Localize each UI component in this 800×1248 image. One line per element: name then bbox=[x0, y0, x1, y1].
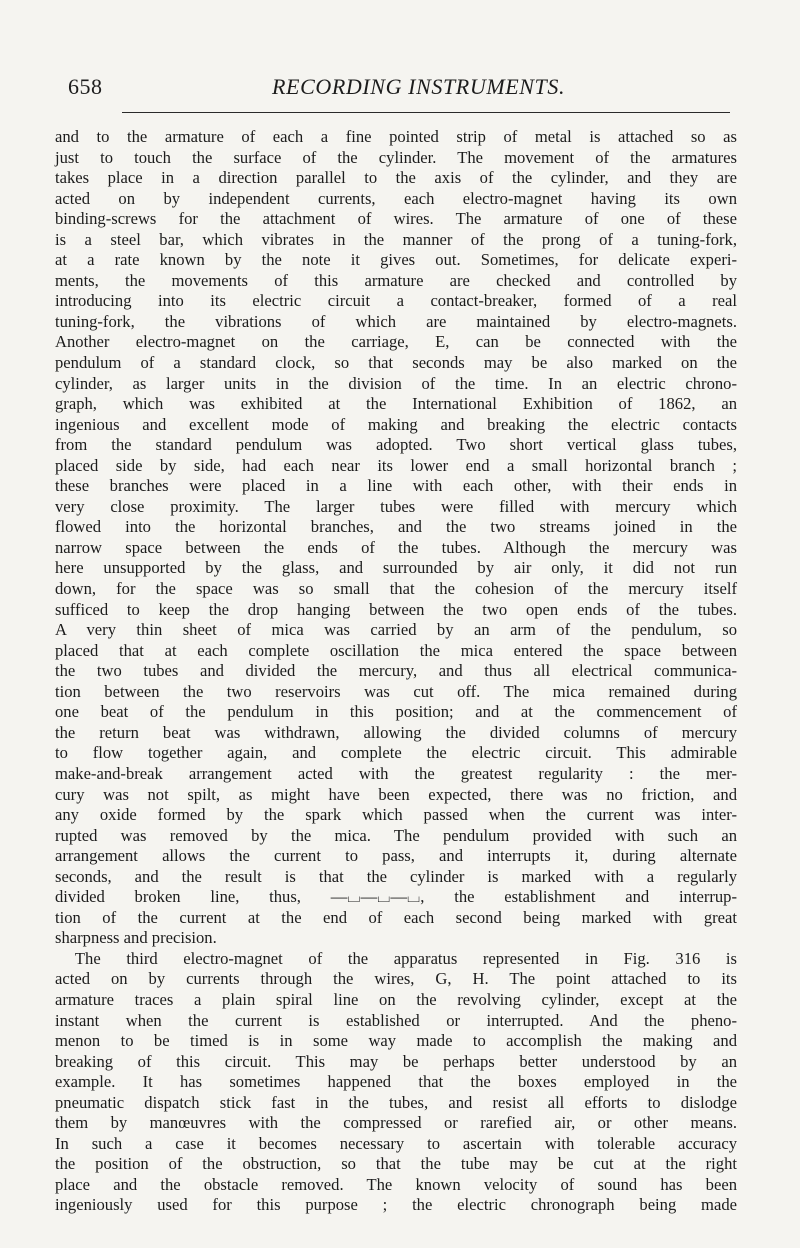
text-line: divided broken line, thus, —⌴—⌴—⌴, the establishment and interrup- bbox=[55, 887, 737, 907]
text-line: these branches were placed in a line with each other, with their ends in bbox=[55, 476, 737, 496]
text-line: just to touch the surface of the cylinder. The movement of the armatures bbox=[55, 147, 737, 167]
text-line: acted on by currents through the wires, G, H. The point attached to its bbox=[55, 969, 737, 989]
text-line: sufficed to keep the drop hanging between the two open ends of the tubes. bbox=[55, 599, 737, 619]
text-line: make-and-break arrangement acted with the greatest regularity : the mer- bbox=[55, 763, 737, 783]
text-line: any oxide formed by the spark which passed when the current was inter- bbox=[55, 805, 737, 825]
text-line: binding-screws for the attachment of wires. The armature of one of these bbox=[55, 209, 737, 229]
text-line: ingeniously used for this purpose ; the electric chronograph being made bbox=[55, 1195, 737, 1215]
text-line: from the standard pendulum was adopted. Two short vertical glass tubes, bbox=[55, 435, 737, 455]
text-line: takes place in a direction parallel to the axis of the cylinder, and they are bbox=[55, 168, 737, 188]
text-line: instant when the current is established or interrupted. And the pheno- bbox=[55, 1010, 737, 1030]
text-line: and to the armature of each a fine pointed strip of metal is attached so as bbox=[55, 127, 737, 146]
text-line: narrow space between the ends of the tubes. Although the mercury was bbox=[55, 537, 737, 557]
text-line: breaking of this circuit. This may be perhaps better understood by an bbox=[55, 1051, 737, 1071]
text-line: sharpness and precision. bbox=[55, 928, 217, 948]
text-line: pendulum of a standard clock, so that seconds may be also marked on the bbox=[55, 353, 737, 373]
text-line: at a rate known by the note it gives out. Sometimes, for delicate experi- bbox=[55, 250, 737, 270]
text-line: ments, the movements of this armature are checked and controlled by bbox=[55, 270, 737, 290]
text-line: the position of the obstruction, so that the tube may be cut at the right bbox=[55, 1154, 737, 1174]
text-line: tuning-fork, the vibrations of which are maintained by electro-magnets. bbox=[55, 311, 737, 331]
text-line: In such a case it becomes necessary to ascertain with tolerable accuracy bbox=[55, 1133, 737, 1153]
text-line: placed side by side, had each near its lower end a small horizontal branch ; bbox=[55, 455, 737, 475]
text-line: cylinder, as larger units in the division of the time. In an electric chrono- bbox=[55, 373, 737, 393]
text-line: rupted was removed by the mica. The pendulum provided with such an bbox=[55, 825, 737, 845]
text-line: one beat of the pendulum in this position; and at the commencement of bbox=[55, 702, 737, 722]
text-line: very close proximity. The larger tubes were filled with mercury which bbox=[55, 496, 737, 516]
text-line: introducing into its electric circuit a contact-breaker, formed of a real bbox=[55, 291, 737, 311]
text-line: tion between the two reservoirs was cut off. The mica remained during bbox=[55, 681, 737, 701]
text-line: placed that at each complete oscillation the mica entered the space between bbox=[55, 640, 737, 660]
text-line: to flow together again, and complete the electric circuit. This admirable bbox=[55, 743, 737, 763]
text-line: tion of the current at the end of each second being marked with great bbox=[55, 907, 737, 927]
text-line: here unsupported by the glass, and surrounded by air only, it did not run bbox=[55, 558, 737, 578]
text-line: pneumatic dispatch stick fast in the tubes, and resist all efforts to dislodge bbox=[55, 1092, 737, 1112]
page-number: 658 bbox=[68, 74, 103, 99]
text-line: Another electro-magnet on the carriage, E, can be connected with the bbox=[55, 332, 737, 352]
text-line: acted on by independent currents, each electro-magnet having its own bbox=[55, 188, 737, 208]
text-line: them by manœuvres with the compressed or rarefied air, or other means. bbox=[55, 1113, 737, 1133]
text-line: arrangement allows the current to pass, and interrupts it, during alternate bbox=[55, 846, 737, 866]
text-line: armature traces a plain spiral line on the revolving cylinder, except at the bbox=[55, 989, 737, 1009]
text-line: menon to be timed is in some way made to accomplish the making and bbox=[55, 1031, 737, 1051]
text-line: the return beat was withdrawn, allowing the divided columns of mercury bbox=[55, 722, 737, 742]
text-line: The third electro-magnet of the apparatus represented in Fig. 316 is bbox=[74, 948, 737, 968]
text-line: is a steel bar, which vibrates in the manner of the prong of a tuning-fork, bbox=[55, 229, 737, 249]
page-header bbox=[68, 74, 730, 106]
text-line: cury was not spilt, as might have been expected, there was no friction, and bbox=[55, 784, 737, 804]
text-line: the two tubes and divided the mercury, and thus all electrical communica- bbox=[55, 661, 737, 681]
header-rule bbox=[122, 112, 730, 113]
text-line: ingenious and excellent mode of making and breaking the electric contacts bbox=[55, 414, 737, 434]
text-line: seconds, and the result is that the cylinder is marked with a regularly bbox=[55, 866, 737, 886]
body-text bbox=[55, 127, 737, 1216]
text-line: down, for the space was so small that the cohesion of the mercury itself bbox=[55, 579, 737, 599]
text-line: graph, which was exhibited at the International Exhibition of 1862, an bbox=[55, 394, 737, 414]
text-line: A very thin sheet of mica was carried by an arm of the pendulum, so bbox=[55, 620, 737, 640]
text-line: place and the obstacle removed. The known velocity of sound has been bbox=[55, 1174, 737, 1194]
running-head: RECORDING INSTRUMENTS. bbox=[272, 74, 566, 99]
text-line: example. It has sometimes happened that the boxes employed in the bbox=[55, 1072, 737, 1092]
text-line: flowed into the horizontal branches, and the two streams joined in the bbox=[55, 517, 737, 537]
